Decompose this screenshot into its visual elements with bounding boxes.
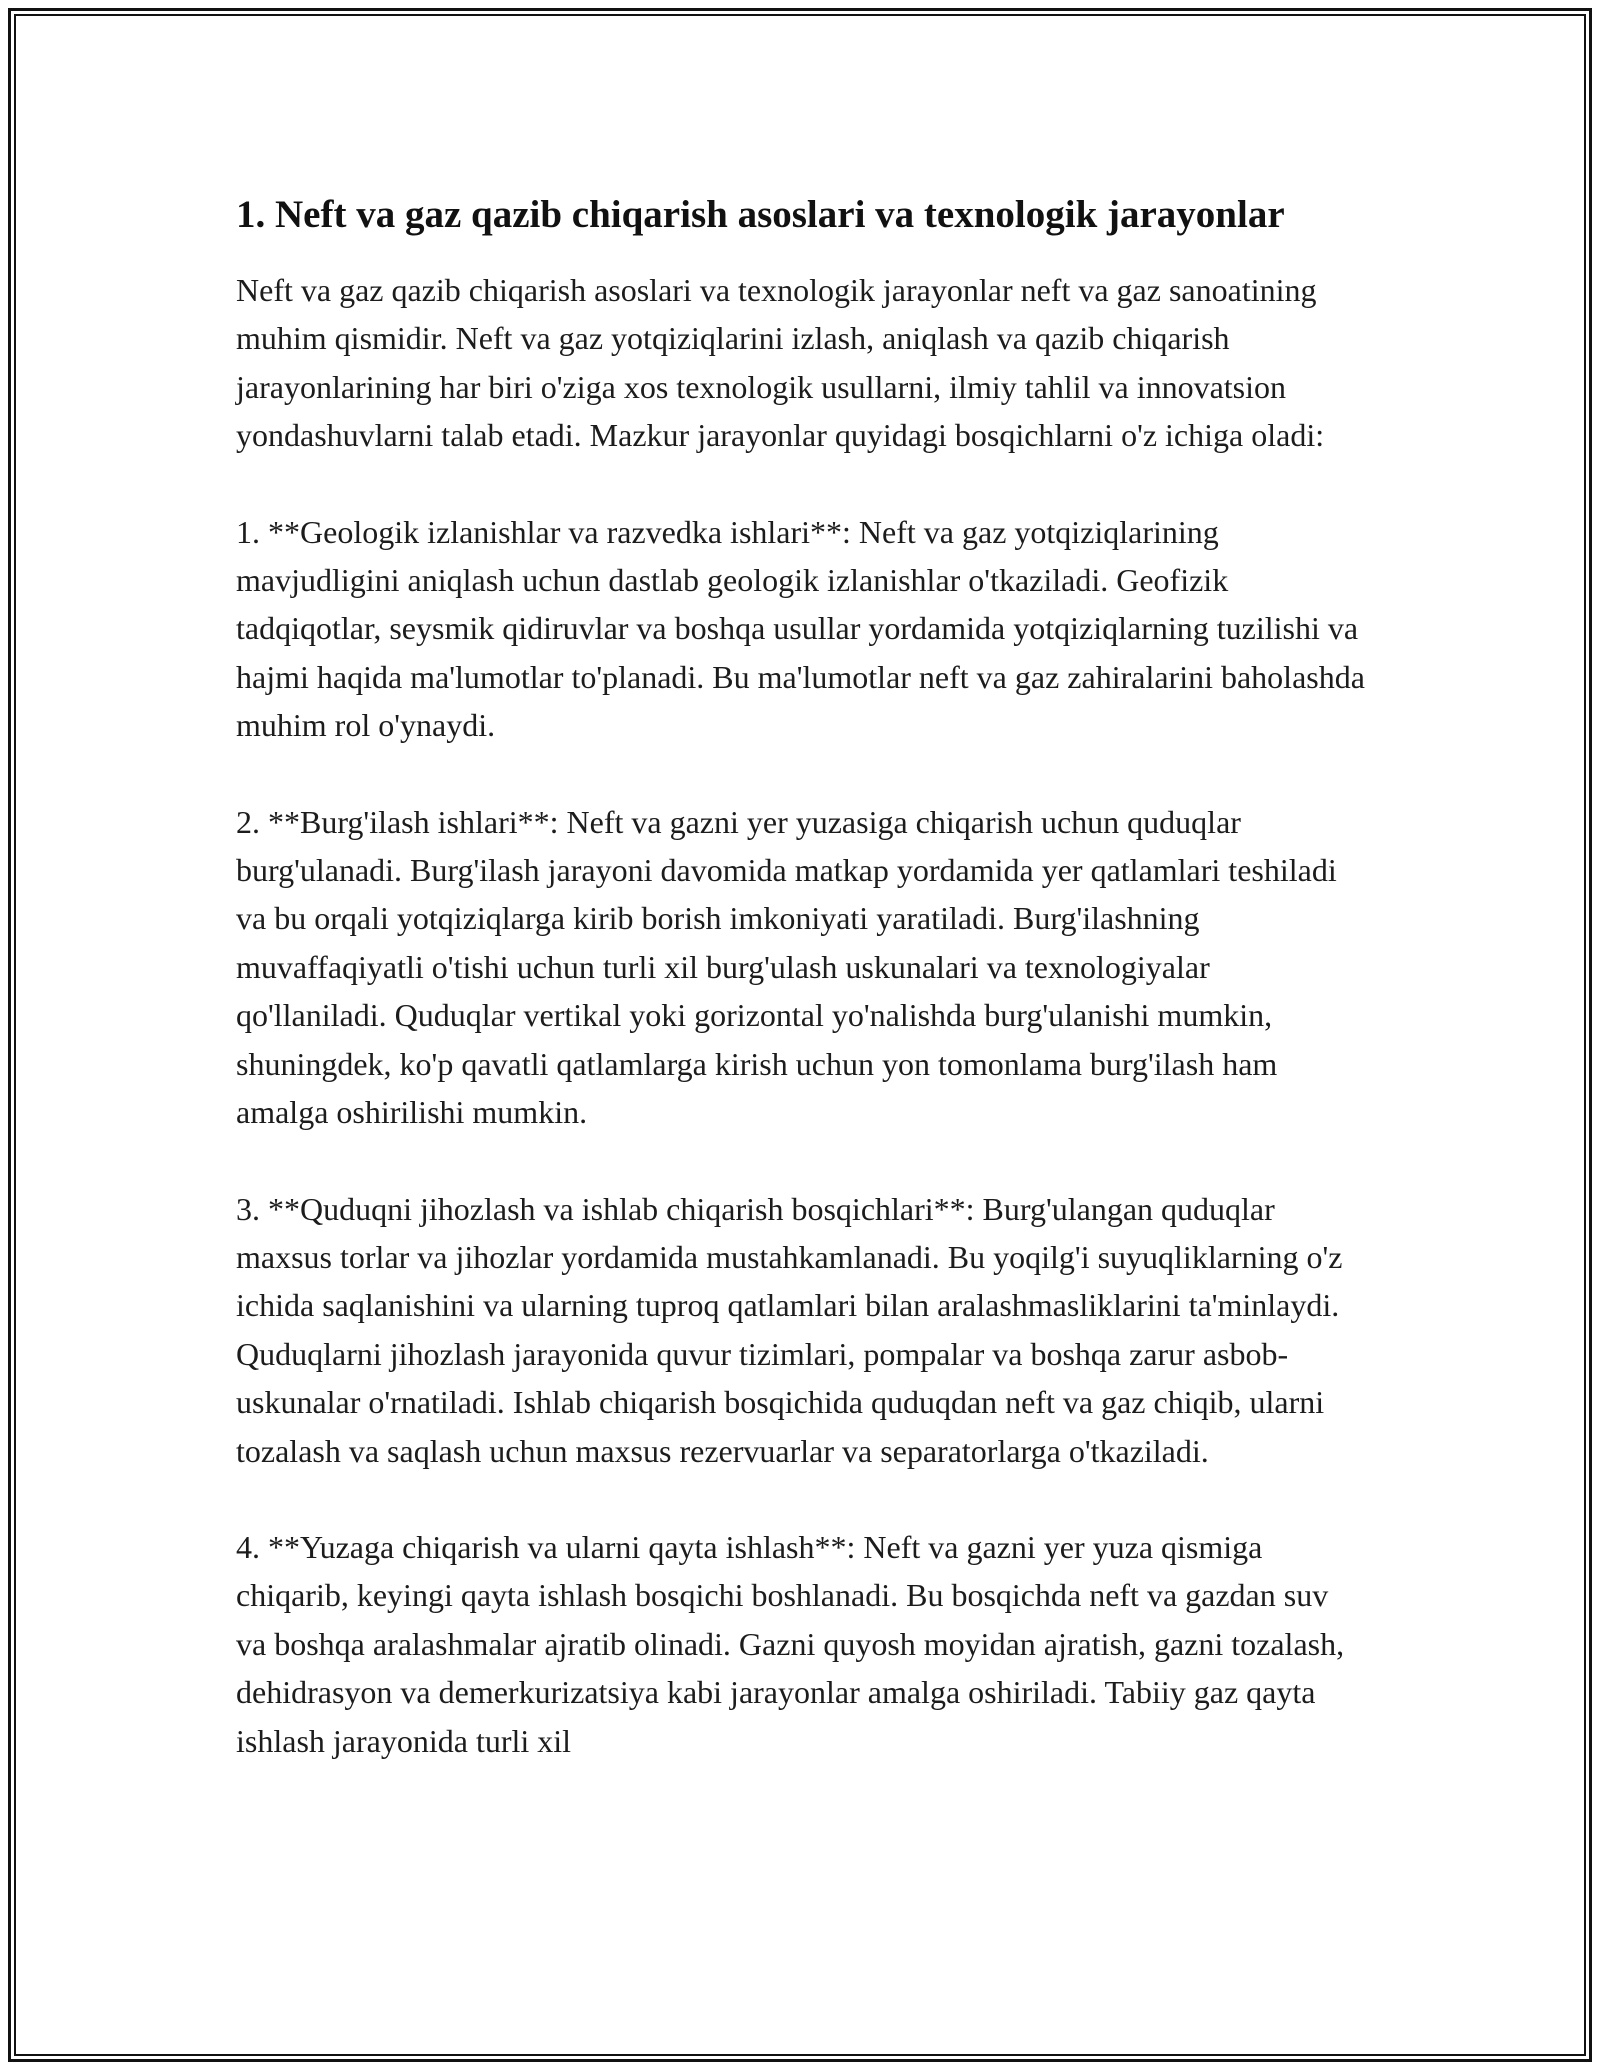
- document-title: 1. Neft va gaz qazib chiqarish asoslari va texnologik jarayonlar: [236, 193, 1285, 236]
- paragraph-well-equipment: 3. **Quduqni jihozlash va ishlab chiqarish bosqichlari**: Burg'ulangan quduqlar maxsus torlar va jihozlar yordamida mustahkamlanadi. Bu yoqilg'i suyuqliklarning o'z ichida saqlanishini va ularning tuproq qatlamlari bilan aralashmasliklarini ta'minlaydi. Quduqlarni jihozlash jarayonida quvur tizimlari, pompalar va boshqa zarur asbob-uskunalar o'rnatiladi. Ishlab chiqarish bosqichida quduqdan neft va gaz chiqib, ularni tozalash va saqlash uchun maxsus rezervuarlar va separatorlarga o'tkaziladi.: [236, 1190, 1343, 1469]
- paragraph-surface-processing: 4. **Yuzaga chiqarish va ularni qayta ishlash**: Neft va gazni yer yuza qismiga chiqarib, keyingi qayta ishlash bosqichi boshlanadi. Bu bosqichda neft va gazdan suv va boshqa aralashmalar ajratib olinadi. Gazni quyosh moyidan ajratish, gazni tozalash, dehidrasyon va demerkurizatsiya kabi jarayonlar amalga oshiriladi. Tabiiy gaz qayta ishlash jarayonida turli xil: [236, 1528, 1345, 1759]
- paragraph-geological-exploration: 1. **Geologik izlanishlar va razvedka ishlari**: Neft va gaz yotqiziqlarining mavjudligini aniqlash uchun dastlab geologik izlanishlar o'tkaziladi. Geofizik tadqiqotlar, seysmik qidiruvlar va boshqa usullar yordamida yotqiziqlarning tuzilishi va hajmi haqida ma'lumotlar to'planadi. Bu ma'lumotlar neft va gaz zahiralarini baholashda muhim rol o'ynaydi.: [236, 513, 1365, 744]
- paragraph-drilling: 2. **Burg'ilash ishlari**: Neft va gazni yer yuzasiga chiqarish uchun quduqlar burg'ulanadi. Burg'ilash jarayoni davomida matkap yordamida yer qatlamlari teshiladi va bu orqali yotqiziqlarga kirib borish imkoniyati yaratiladi. Burg'ilashning muvaffaqiyatli o'tishi uchun turli xil burg'ulash uskunalari va texnologiyalar qo'llaniladi. Quduqlar vertikal yoki gorizontal yo'nalishda burg'ulanishi mumkin, shuningdek, ko'p qavatli qatlamlarga kirish uchun yon tomonlama burg'ilash ham amalga oshirilishi mumkin.: [236, 803, 1337, 1131]
- document-body: [236, 186, 1366, 1813]
- intro-paragraph: Neft va gaz qazib chiqarish asoslari va texnologik jarayonlar neft va gaz sanoatining muhim qismidir. Neft va gaz yotqiziqlarini izlash, aniqlash va qazib chiqarish jarayonlarining har biri o'ziga xos texnologik usullarni, ilmiy tahlil va innovatsion yondashuvlarni talab etadi. Mazkur jarayonlar quyidagi bosqichlarni o'z ichiga oladi:: [236, 272, 1325, 454]
